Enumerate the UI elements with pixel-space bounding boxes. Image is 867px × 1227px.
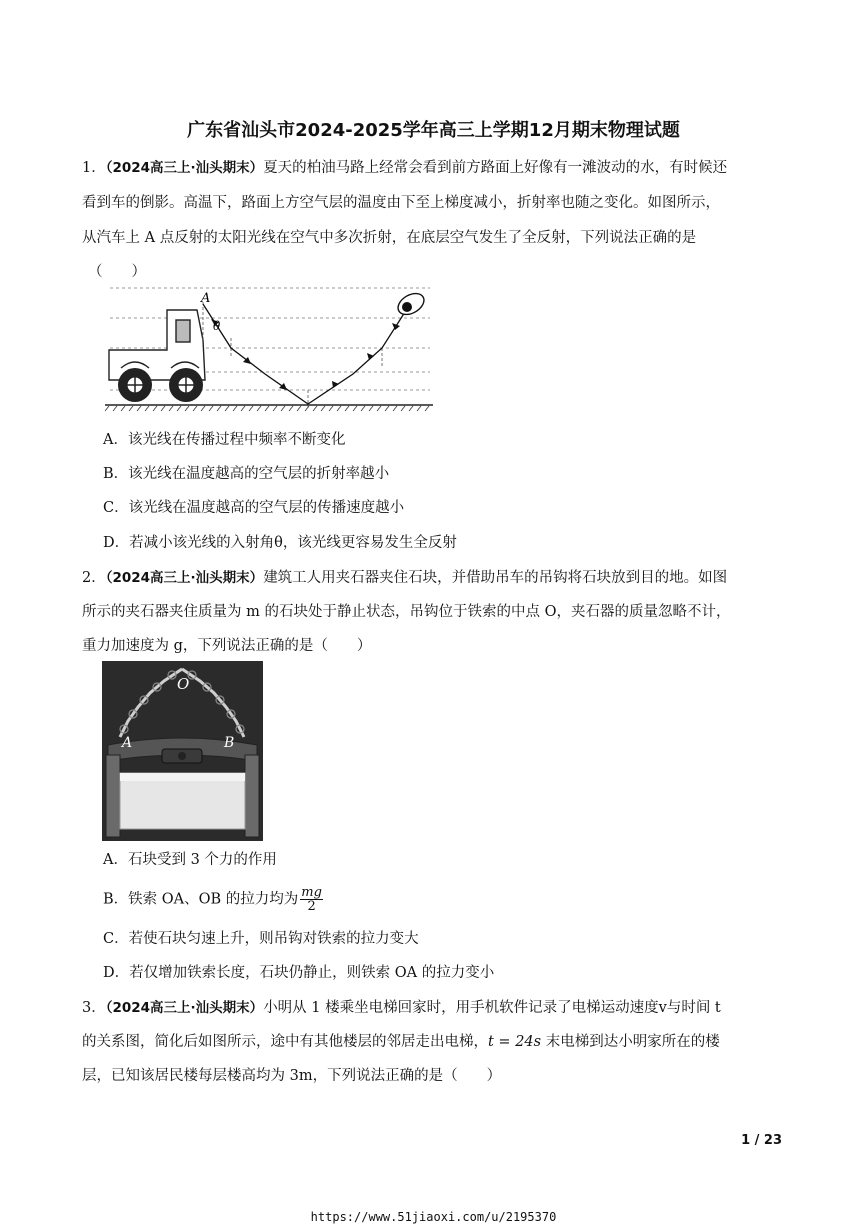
q2-line-3: 重力加速度为 g，下列说法正确的是（ ） bbox=[82, 638, 372, 654]
q2-line-2: 所示的夹石器夹住质量为 m 的石块处于静止状态，吊钩位于铁索的中点 O，夹石器的质量忽略不计， bbox=[82, 604, 731, 620]
q1-text-1: 夏天的柏油马路上经常会看到前方路面上好像有一滩波动的水，有时候还 bbox=[263, 160, 728, 176]
q1-line-4: （ ） bbox=[88, 264, 146, 280]
q2-number: 2． bbox=[82, 570, 106, 586]
q3-line-3: 层，已知该居民楼每层楼高均为 3m，下列说法正确的是（ ） bbox=[82, 1068, 502, 1084]
q1-line-2: 看到车的倒影。高温下，路面上方空气层的温度由下至上梯度减小，折射率也随之变化。如图所示， bbox=[82, 195, 720, 211]
q2-option-c: C．若使石块匀速上升，则吊钩对铁索的拉力变大 bbox=[103, 931, 419, 947]
q3-text-2a: 的关系图，简化后如图所示，途中有其他楼层的邻居走出电梯， bbox=[82, 1034, 488, 1050]
q1-line-1 bbox=[82, 158, 727, 178]
stone-block bbox=[120, 773, 245, 829]
light-ray bbox=[203, 304, 405, 404]
q3-line-2 bbox=[82, 1032, 720, 1052]
q3-source: （2024高三上·汕头期末） bbox=[105, 1000, 264, 1016]
q1-mirage-figure bbox=[105, 282, 435, 412]
label-theta: θ bbox=[213, 319, 221, 333]
label-o: O bbox=[177, 675, 190, 693]
q1-option-b: B．该光线在温度越高的空气层的折射率越小 bbox=[103, 466, 390, 482]
q3-number: 3． bbox=[82, 1000, 106, 1016]
q1-line-3: 从汽车上 A 点反射的太阳光线在空气中多次折射，在底层空气发生了全反射，下列说法正确的是 bbox=[82, 230, 697, 246]
q1-option-d: D．若减小该光线的入射角θ，该光线更容易发生全反射 bbox=[103, 535, 457, 551]
q2-line-1 bbox=[82, 568, 727, 588]
page-title: 广东省汕头市2024-2025学年高三上学期12月期末物理试题 bbox=[187, 120, 680, 141]
page-number: 1 / 23 bbox=[741, 1133, 782, 1148]
q2-stone-clamp-photo bbox=[102, 661, 263, 841]
q1-number: 1． bbox=[82, 160, 106, 176]
q2-option-d: D．若仅增加铁索长度，石块仍静止，则铁索 OA 的拉力变小 bbox=[103, 965, 495, 981]
fraction-mg-over-2 bbox=[300, 886, 323, 913]
label-b: B bbox=[224, 735, 235, 751]
q2-option-a: A．石块受到 3 个力的作用 bbox=[103, 852, 277, 868]
fraction-numerator: mg bbox=[301, 885, 322, 900]
label-a: A bbox=[122, 735, 133, 751]
label-a: A bbox=[201, 291, 211, 306]
q3-math-t: t = 24s bbox=[488, 1034, 542, 1050]
q1-source: （2024高三上·汕头期末） bbox=[105, 160, 264, 176]
fraction-denominator: 2 bbox=[307, 899, 316, 914]
ground bbox=[105, 405, 433, 411]
q2-option-b bbox=[103, 886, 323, 913]
q3-line-1 bbox=[82, 998, 721, 1018]
eye-icon bbox=[394, 289, 427, 319]
q1-option-a: A．该光线在传播过程中频率不断变化 bbox=[103, 432, 346, 448]
q3-text-2b: 末电梯到达小明家所在的楼 bbox=[541, 1034, 720, 1050]
q2-text-1: 建筑工人用夹石器夹住石块，并借助吊车的吊钩将石块放到目的地。如图 bbox=[263, 570, 728, 586]
q1-option-c: C．该光线在温度越高的空气层的传播速度越小 bbox=[103, 500, 405, 516]
q2-option-b-text: B．铁索 OA、OB 的拉力均为 bbox=[103, 891, 299, 908]
footer-url[interactable]: https://www.51jiaoxi.com/u/2195370 bbox=[310, 1210, 557, 1224]
q2-source: （2024高三上·汕头期末） bbox=[105, 570, 264, 586]
q3-text-1: 小明从 1 楼乘坐电梯回家时，用手机软件记录了电梯运动速度v与时间 t bbox=[263, 1000, 721, 1016]
